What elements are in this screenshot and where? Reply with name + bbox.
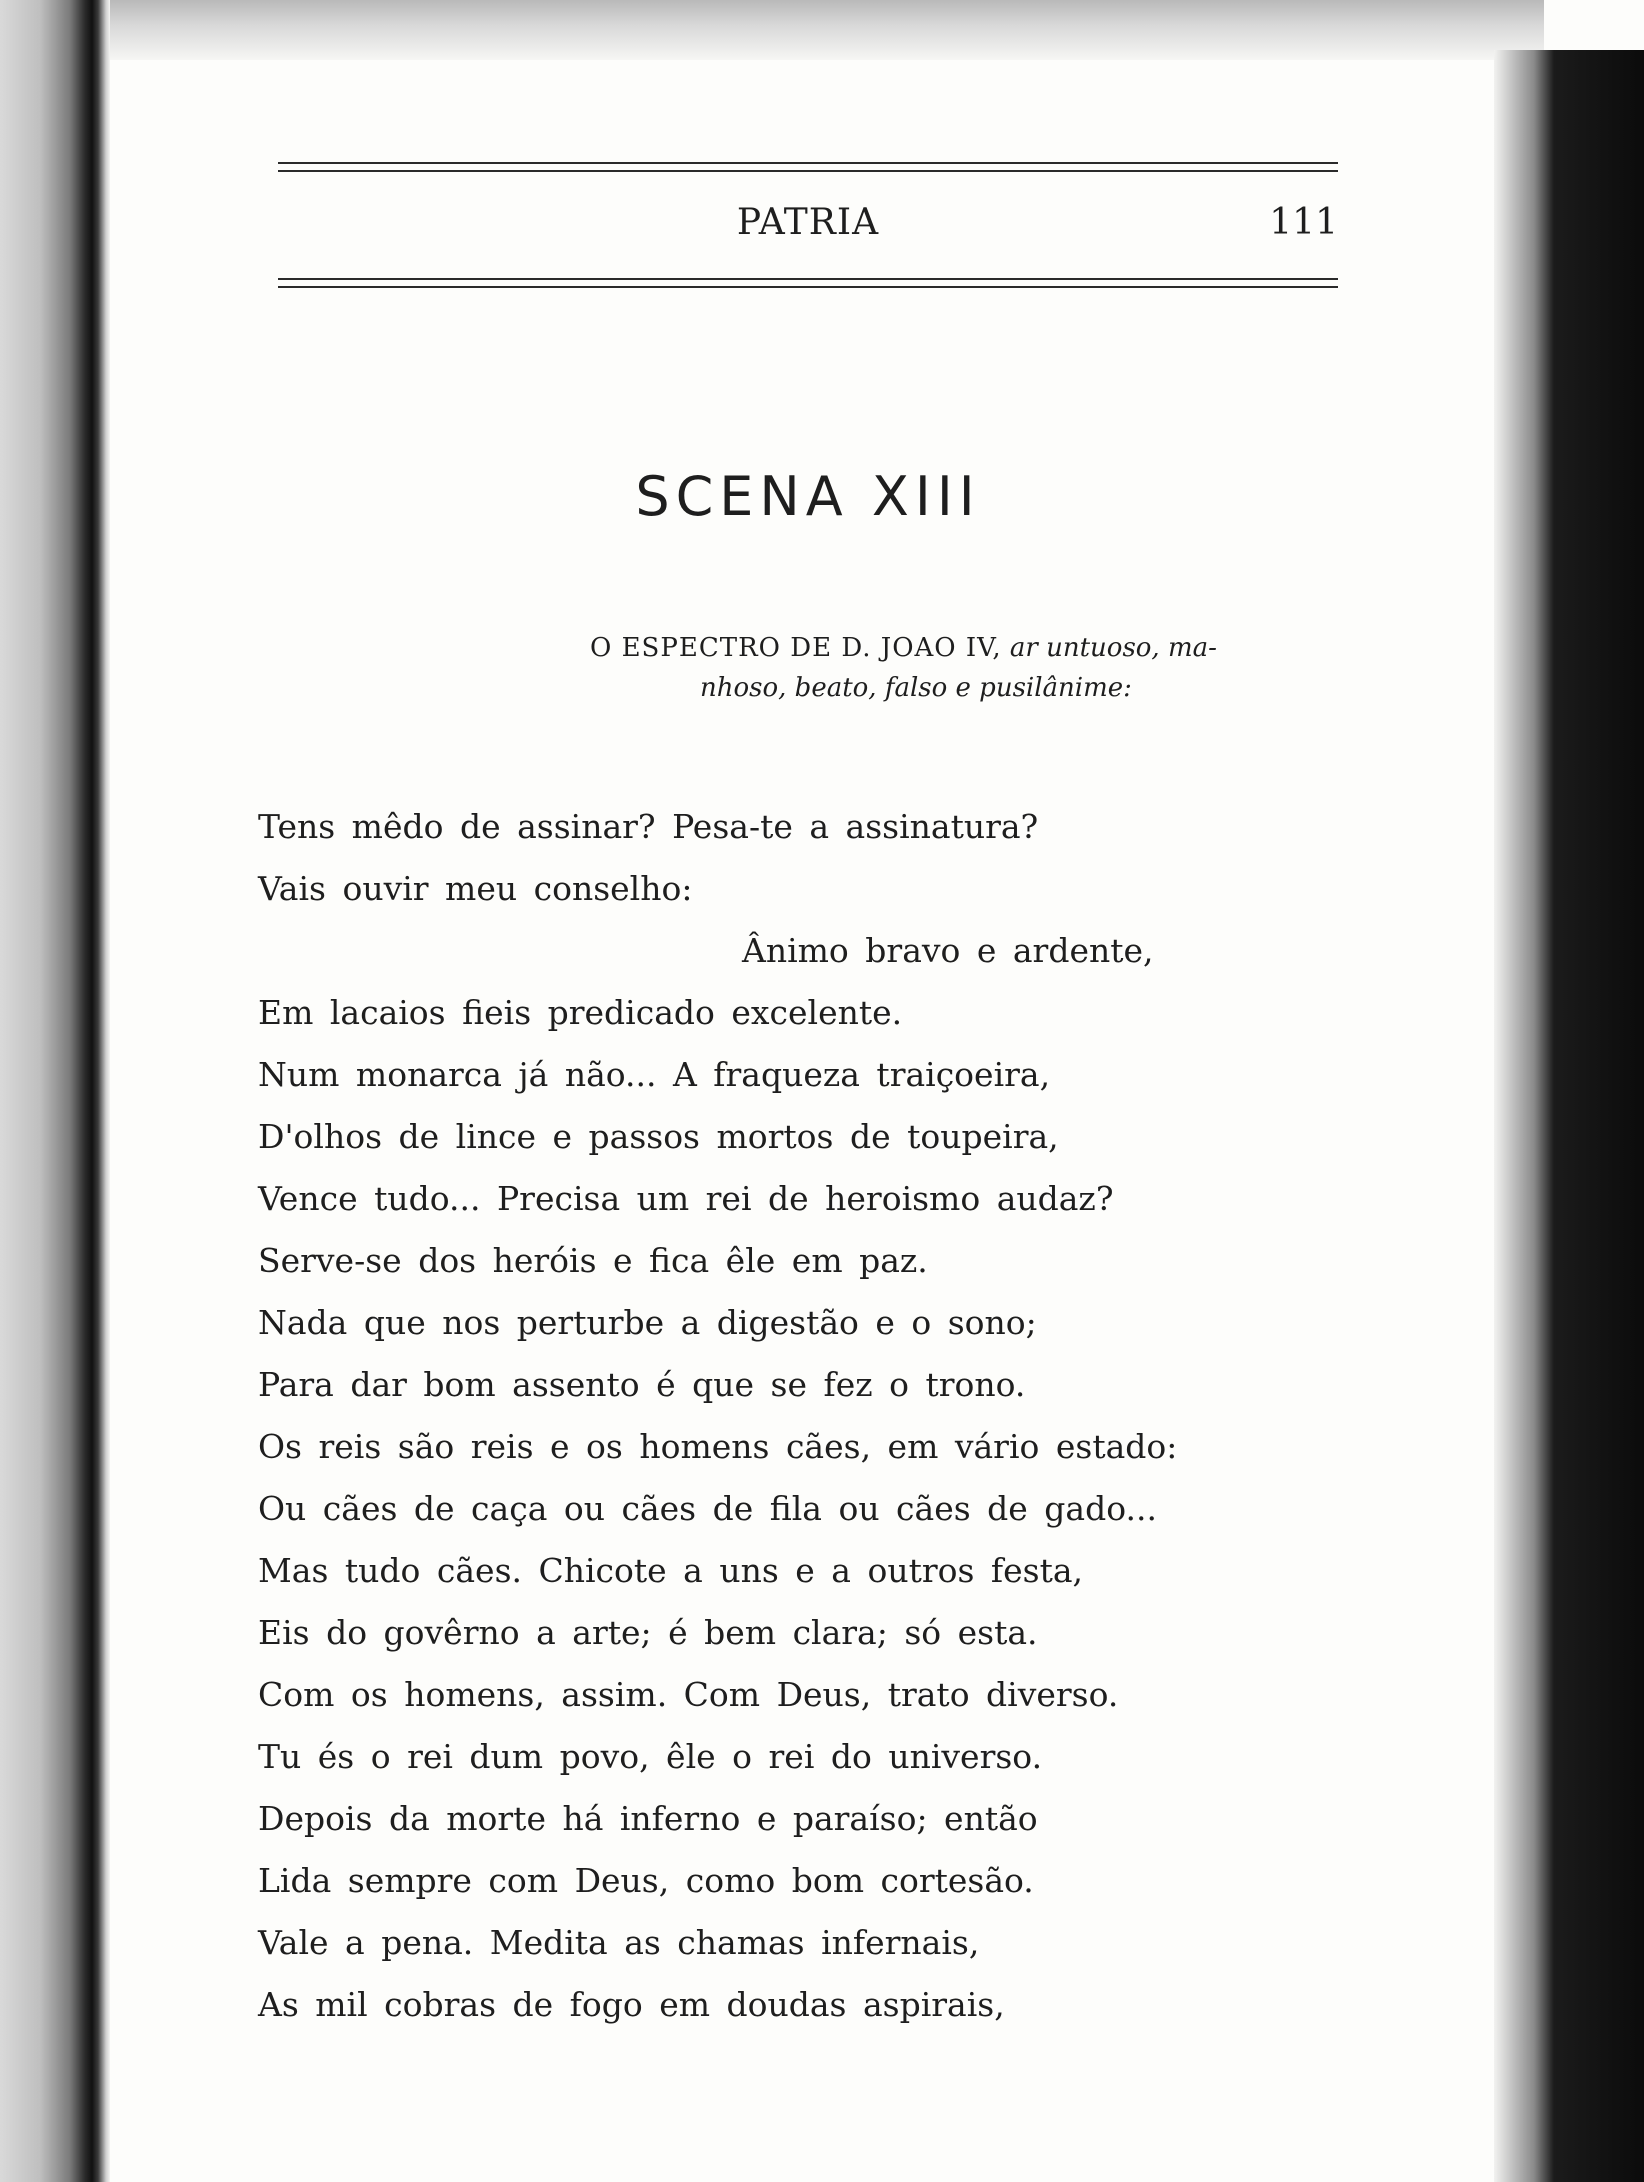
verse-line: D'olhos de lince e passos mortos de toupeira, <box>258 1117 1059 1156</box>
header-rule-bottom <box>278 278 1338 288</box>
verse-line: Vence tudo... Precisa um rei de heroismo audaz? <box>258 1179 1114 1218</box>
verse-line: Tens mêdo de assinar? Pesa-te a assinatura? <box>258 807 1039 846</box>
book-binding-edge <box>0 0 110 2182</box>
verse-line: Vais ouvir meu conselho: <box>258 869 693 908</box>
verse-line: Ou cães de caça ou cães de fila ou cães de gado... <box>258 1489 1157 1528</box>
verse-line: Mas tudo cães. Chicote a uns e a outros festa, <box>258 1551 1084 1590</box>
verse-line: Num monarca já não... A fraqueza traiçoeira, <box>258 1055 1051 1094</box>
running-header <box>278 162 1338 297</box>
speaker-name: O ESPECTRO DE D. JOAO IV, <box>590 633 1002 663</box>
verse-line: Depois da morte há inferno e paraíso; então <box>258 1799 1038 1838</box>
verse-line: As mil cobras de fogo em doudas aspirais, <box>258 1985 1005 2024</box>
verse-line: Com os homens, assim. Com Deus, trato diverso. <box>258 1675 1119 1714</box>
running-title: PATRIA <box>736 202 880 243</box>
verse-line: Vale a pena. Medita as chamas infernais, <box>258 1923 980 1962</box>
scan-right-edge <box>1494 50 1644 2182</box>
speaker-description-1: ar untuoso, ma- <box>1009 633 1217 663</box>
verse-line: Lida sempre com Deus, como bom cortesão. <box>258 1861 1034 1900</box>
verse-line: Eis do govêrno a arte; é bem clara; só esta. <box>258 1613 1038 1652</box>
verse-line: Serve-se dos heróis e fica êle em paz. <box>258 1241 928 1280</box>
verse-line: Tu és o rei dum povo, êle o rei do universo. <box>258 1737 1043 1776</box>
verse-line: Para dar bom assento é que se fez o trono. <box>258 1365 1026 1404</box>
scan-top-shadow <box>100 0 1544 60</box>
stage-direction <box>590 628 1340 708</box>
verse-line: Ânimo bravo e ardente, <box>742 931 1154 970</box>
verse-line: Os reis são reis e os homens cães, em vário estado: <box>258 1427 1178 1466</box>
header-rule-top <box>278 162 1338 172</box>
speaker-description-2: nhoso, beato, falso e pusilânime: <box>700 673 1132 703</box>
page-number: 111 <box>1269 202 1338 243</box>
scene-title: SCENA XIII <box>635 465 981 528</box>
verse-list <box>258 796 1258 2036</box>
verse-line: Em lacaios fieis predicado excelente. <box>258 993 903 1032</box>
verse-line: Nada que nos perturbe a digestão e o sono; <box>258 1303 1037 1342</box>
